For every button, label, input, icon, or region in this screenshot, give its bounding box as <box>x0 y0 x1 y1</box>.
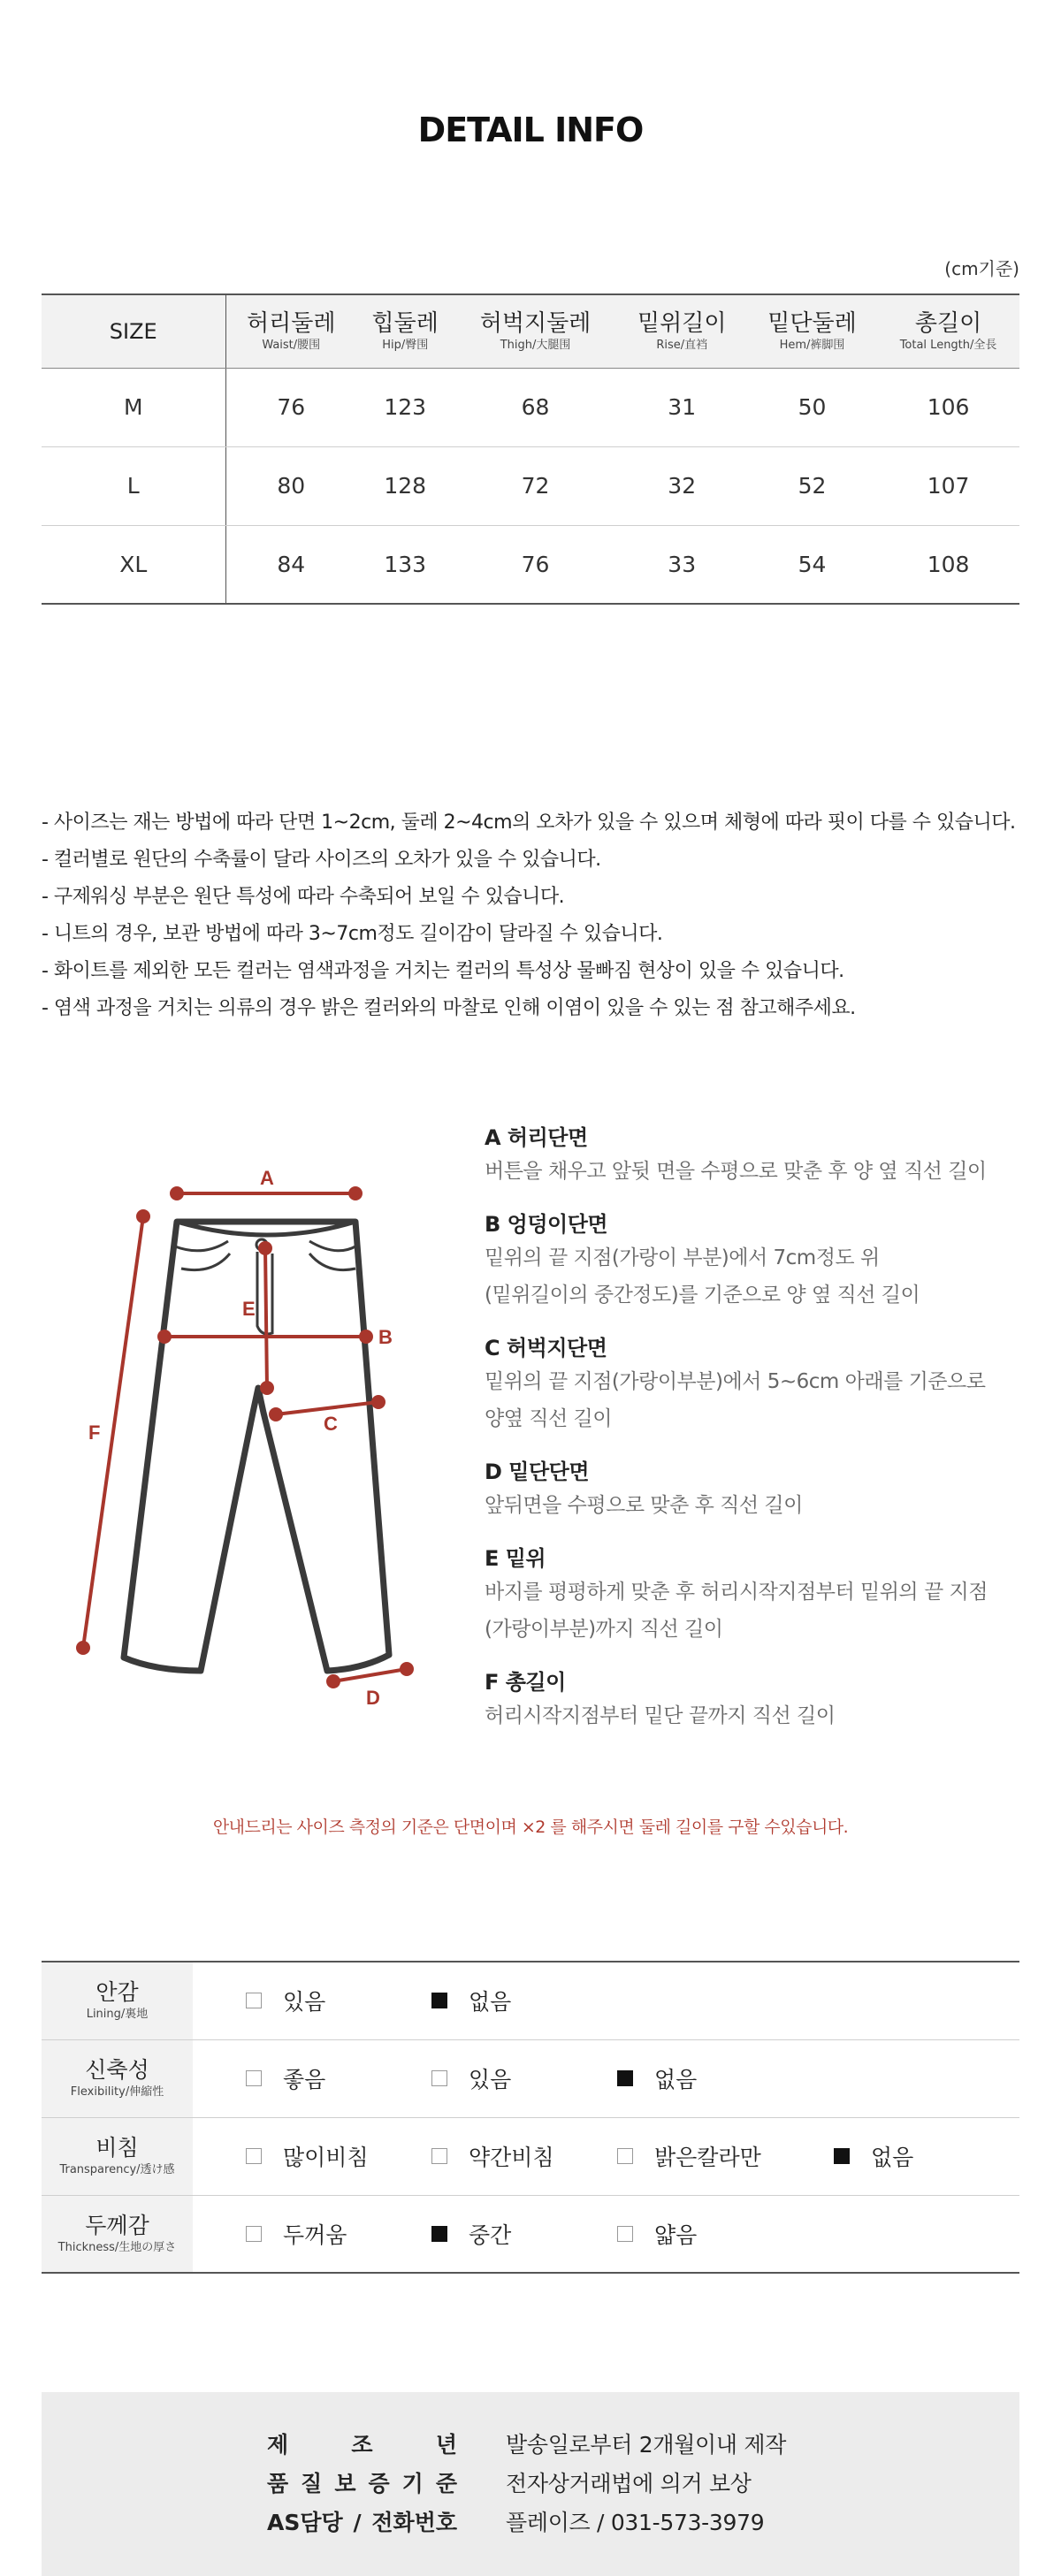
fabric-options <box>193 1962 1019 2039</box>
checkbox-empty <box>246 2226 262 2242</box>
size-table-header-row <box>42 294 1019 368</box>
checkbox-empty <box>431 2148 447 2164</box>
label-f: F <box>88 1421 101 1444</box>
option-label: 두꺼움 <box>283 2222 347 2248</box>
label-e: E <box>242 1298 256 1320</box>
measurement-guide-note: 안내드리는 사이즈 측정의 기준은 단면이며 ×2 를 해주시면 둘레 길이를 구할 수있습니다. <box>212 1818 849 1837</box>
option-label: 없음 <box>654 2067 698 2092</box>
note-item: - 구제워싱 부분은 원단 특성에 따라 수축되어 보일 수 있습니다. <box>42 886 565 908</box>
table-cell: 133 <box>356 525 454 604</box>
footer-key: 제 조 년 <box>267 2432 457 2458</box>
measurement-item-e <box>485 1543 1033 1648</box>
footer-row-as-contact <box>267 2505 764 2537</box>
measurement-desc: (가랑이부분)까지 직선 길이 <box>485 1618 723 1641</box>
measurement-desc: (밑위길이의 중간정도)를 기준으로 양 옆 직선 길이 <box>485 1284 920 1307</box>
table-cell: 52 <box>747 446 877 525</box>
size-table <box>42 293 1019 605</box>
fabric-option <box>431 2062 617 2094</box>
table-cell: 54 <box>747 525 877 604</box>
fabric-row-thickness <box>42 2195 1019 2273</box>
footer-row-warranty <box>267 2466 752 2498</box>
measurement-desc: 버튼을 채우고 앞뒷 면을 수평으로 맞춘 후 양 옆 직선 길이 <box>485 1160 987 1183</box>
note-item: - 니트의 경우, 보관 방법에 따라 3~7cm정도 길이감이 달라질 수 있습니다. <box>42 923 663 945</box>
option-label: 있음 <box>283 1989 326 2016</box>
size-cell: M <box>42 368 225 446</box>
measurement-title: A 허리단면 <box>485 1125 588 1150</box>
measurement-desc: 밑위의 끝 지점(가랑이부분)에서 5~6cm 아래를 기준으로 <box>485 1370 986 1393</box>
fabric-info-table <box>42 1961 1019 2274</box>
size-column-header: SIZE <box>42 294 225 368</box>
measurement-title: F 총길이 <box>485 1670 566 1695</box>
size-cell: L <box>42 446 225 525</box>
footer-value: 전자상거래법에 의거 보상 <box>506 2471 752 2496</box>
fabric-label-en: Transparency/透け感 <box>59 2163 175 2176</box>
note-item: - 화이트를 제외한 모든 컬러는 염색과정을 거치는 컬러의 특성상 물빠짐 현상이 있을 수 있습니다. <box>42 960 844 982</box>
measurement-labels <box>88 1167 393 1709</box>
fabric-label <box>42 2039 193 2117</box>
measurement-desc: 바지를 평평하게 맞춘 후 허리시작지점부터 밑위의 끝 지점 <box>485 1581 988 1604</box>
label-c: C <box>324 1413 338 1435</box>
note-item: - 사이즈는 재는 방법에 따라 단면 1~2cm, 둘레 2~4cm의 오차가 있을 수 있으며 체형에 따라 핏이 다를 수 있습니다. <box>42 812 1016 834</box>
footer-value: 발송일로부터 2개월이내 제작 <box>506 2432 787 2458</box>
measurement-item-a <box>485 1123 1033 1190</box>
table-cell: 33 <box>617 525 747 604</box>
fabric-option <box>246 2062 431 2094</box>
measurement-desc: 밑위의 끝 지점(가랑이 부분)에서 7cm정도 위 <box>485 1246 880 1269</box>
table-cell: 32 <box>617 446 747 525</box>
table-cell: 123 <box>356 368 454 446</box>
option-label: 없음 <box>871 2145 914 2170</box>
checkbox-filled <box>834 2148 850 2164</box>
column-header-label: 밑위길이 <box>637 309 727 337</box>
column-header-sublabel: Total Length/全長 <box>899 338 997 352</box>
fabric-options <box>193 2117 1019 2195</box>
label-a: A <box>260 1167 274 1189</box>
checkbox-empty <box>246 2148 262 2164</box>
checkbox-empty <box>246 2070 262 2086</box>
fabric-label <box>42 1962 193 2039</box>
checkbox-empty <box>617 2226 633 2242</box>
table-row <box>42 446 1019 525</box>
note-item: - 염색 과정을 거치는 의류의 경우 밝은 컬러와의 마찰로 인해 이염이 있을 수 있는 점 참고해주세요. <box>42 997 856 1019</box>
table-cell: 80 <box>225 446 356 525</box>
measurement-guide <box>485 1123 1033 1754</box>
column-header-label: 허벅지둘레 <box>479 309 592 337</box>
option-label: 밝은칼라만 <box>654 2145 761 2170</box>
fabric-option <box>431 2140 617 2172</box>
column-header-label: 힙둘레 <box>371 309 439 337</box>
table-row <box>42 368 1019 446</box>
column-header-total-length <box>877 294 1019 368</box>
option-label: 없음 <box>469 1989 512 2016</box>
fabric-label <box>42 2117 193 2195</box>
fabric-row-transparency <box>42 2117 1019 2195</box>
measurement-desc: 양옆 직선 길이 <box>485 1407 612 1430</box>
column-header-label: 총길이 <box>914 309 982 337</box>
measurement-desc: 허리시작지점부터 밑단 끝까지 직선 길이 <box>485 1704 836 1727</box>
fabric-options <box>193 2039 1019 2117</box>
fabric-label-en: Thickness/生地の厚さ <box>57 2240 177 2254</box>
fabric-label-ko: 두께감 <box>85 2212 149 2238</box>
fabric-label-ko: 안감 <box>95 1979 139 2006</box>
measurement-item-b <box>485 1209 1033 1314</box>
column-header-hem <box>747 294 877 368</box>
unit-note: (cm기준) <box>944 258 1019 279</box>
table-row <box>42 525 1019 604</box>
table-cell: 128 <box>356 446 454 525</box>
column-header-sublabel: Waist/腰围 <box>262 338 321 352</box>
fabric-option <box>834 2140 1019 2172</box>
checkbox-filled <box>617 2070 633 2086</box>
product-info-footer <box>42 2392 1019 2576</box>
measurement-title: B 엉덩이단면 <box>485 1212 608 1237</box>
fabric-options <box>193 2195 1019 2273</box>
checkbox-empty <box>246 1993 262 2008</box>
table-cell: 76 <box>225 368 356 446</box>
column-header-label: 밑단둘레 <box>767 309 857 337</box>
checkbox-filled <box>431 1993 447 2008</box>
column-header-rise <box>617 294 747 368</box>
fabric-option <box>617 2140 834 2172</box>
size-notes <box>42 804 1032 1027</box>
footer-key: 품 질 보 증 기 준 <box>267 2471 457 2496</box>
size-cell: XL <box>42 525 225 604</box>
fabric-option <box>617 2062 834 2094</box>
measurement-title: D 밑단단면 <box>485 1459 590 1484</box>
column-header-hip <box>356 294 454 368</box>
note-item: - 컬러별로 원단의 수축률이 달라 사이즈의 오차가 있을 수 있습니다. <box>42 849 601 871</box>
option-label: 약간비침 <box>469 2145 554 2170</box>
column-header-sublabel: Rise/直裆 <box>656 338 708 352</box>
fabric-option <box>431 2218 617 2250</box>
fabric-label-ko: 신축성 <box>85 2057 149 2083</box>
footer-value: 플레이즈 / 031-573-3979 <box>506 2510 765 2535</box>
label-d: D <box>366 1687 380 1709</box>
column-header-sublabel: Thigh/大腿围 <box>500 338 571 352</box>
table-cell: 72 <box>454 446 616 525</box>
option-label: 있음 <box>469 2067 512 2092</box>
checkbox-empty <box>617 2148 633 2164</box>
fabric-option <box>246 2218 431 2250</box>
fabric-option <box>617 2218 834 2250</box>
checkbox-empty <box>431 2070 447 2086</box>
pants-measurement-diagram <box>71 1149 442 1715</box>
fabric-label-en: Flexibility/伸縮性 <box>70 2085 164 2099</box>
table-cell: 50 <box>747 368 877 446</box>
measurement-desc: 앞뒤면을 수평으로 맞춘 후 직선 길이 <box>485 1494 803 1517</box>
footer-row-manufacture <box>267 2427 786 2459</box>
measurement-title: E 밑위 <box>485 1546 546 1571</box>
measurement-title: C 허벅지단면 <box>485 1336 607 1360</box>
fabric-label-ko: 비침 <box>95 2135 139 2161</box>
fabric-option <box>431 1985 617 2016</box>
measurement-item-c <box>485 1333 1033 1437</box>
fabric-option <box>246 1985 431 2016</box>
option-label: 중간 <box>469 2222 512 2248</box>
measurement-item-f <box>485 1667 1033 1734</box>
checkbox-filled <box>431 2226 447 2242</box>
column-header-waist <box>225 294 356 368</box>
measurement-item-d <box>485 1457 1033 1524</box>
option-label: 얇음 <box>654 2222 698 2248</box>
fabric-label <box>42 2195 193 2273</box>
table-cell: 106 <box>877 368 1019 446</box>
table-cell: 76 <box>454 525 616 604</box>
fabric-option <box>246 2140 431 2172</box>
footer-key: AS담당 / 전화번호 <box>267 2510 457 2535</box>
column-header-thigh <box>454 294 616 368</box>
column-header-sublabel: Hip/臀围 <box>382 338 429 352</box>
fabric-row-lining <box>42 1962 1019 2039</box>
column-header-label: 허리둘레 <box>247 309 336 337</box>
option-label: 많이비침 <box>283 2145 369 2170</box>
column-header-sublabel: Hem/裤脚围 <box>779 338 845 352</box>
table-cell: 108 <box>877 525 1019 604</box>
fabric-label-en: Lining/裏地 <box>86 2008 149 2022</box>
table-cell: 31 <box>617 368 747 446</box>
table-cell: 84 <box>225 525 356 604</box>
label-b: B <box>378 1326 393 1348</box>
table-cell: 68 <box>454 368 616 446</box>
fabric-row-flexibility <box>42 2039 1019 2117</box>
option-label: 좋음 <box>283 2067 326 2092</box>
table-cell: 107 <box>877 446 1019 525</box>
page-title: DETAIL INFO <box>417 111 644 149</box>
